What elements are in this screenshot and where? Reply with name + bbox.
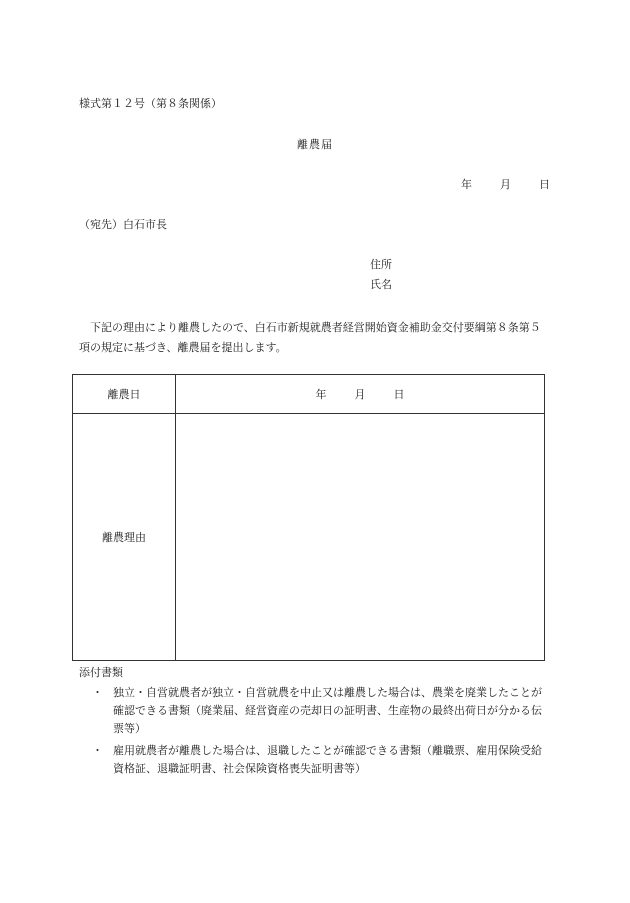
date-header-cell: 離農日	[73, 375, 176, 414]
date-input-cell[interactable]	[176, 375, 545, 414]
table-month-label: 月	[354, 388, 366, 401]
address-label: 住所	[370, 258, 392, 271]
reason-header-cell: 離農理由	[73, 414, 176, 661]
form-table	[72, 374, 545, 661]
table-row-date	[73, 375, 545, 414]
attachment-item	[92, 684, 552, 738]
reason-input-cell[interactable]	[176, 414, 545, 661]
form-number: 様式第１２号（第８条関係）	[79, 97, 222, 110]
attachments-title: 添付書類	[79, 666, 123, 679]
name-label: 氏名	[370, 278, 392, 291]
table-row-reason	[73, 414, 545, 661]
table-year-label: 年	[315, 388, 327, 401]
table-day-label: 日	[393, 388, 405, 401]
statement-text: 下記の理由により離農したので、白石市新規就農者経営開始資金補助金交付要綱第８条第５項の規定に基づき、離農届を提出します。	[79, 321, 541, 354]
date-year-label: 年	[461, 178, 472, 191]
attachment-item-text: 独立・自営就農者が独立・自営就農を中止又は離農した場合は、農業を廃業したことが確認できる書類（廃業届、経営資産の売却日の証明書、生産物の最終出荷日が分かる伝票等）	[113, 686, 542, 735]
date-day-label: 日	[539, 178, 550, 191]
attachment-item	[92, 742, 552, 778]
addressee: （宛先）白石市長	[79, 218, 167, 231]
date-month-label: 月	[500, 178, 511, 191]
document-title: 離農届	[297, 138, 333, 151]
bullet-icon: ・	[92, 686, 103, 699]
attachment-item-text: 雇用就農者が離農した場合は、退職したことが確認できる書類（離職票、雇用保険受給資格証、退職証明書、社会保険資格喪失証明書等）	[113, 744, 542, 775]
bullet-icon: ・	[92, 744, 103, 757]
submission-date	[461, 178, 550, 192]
